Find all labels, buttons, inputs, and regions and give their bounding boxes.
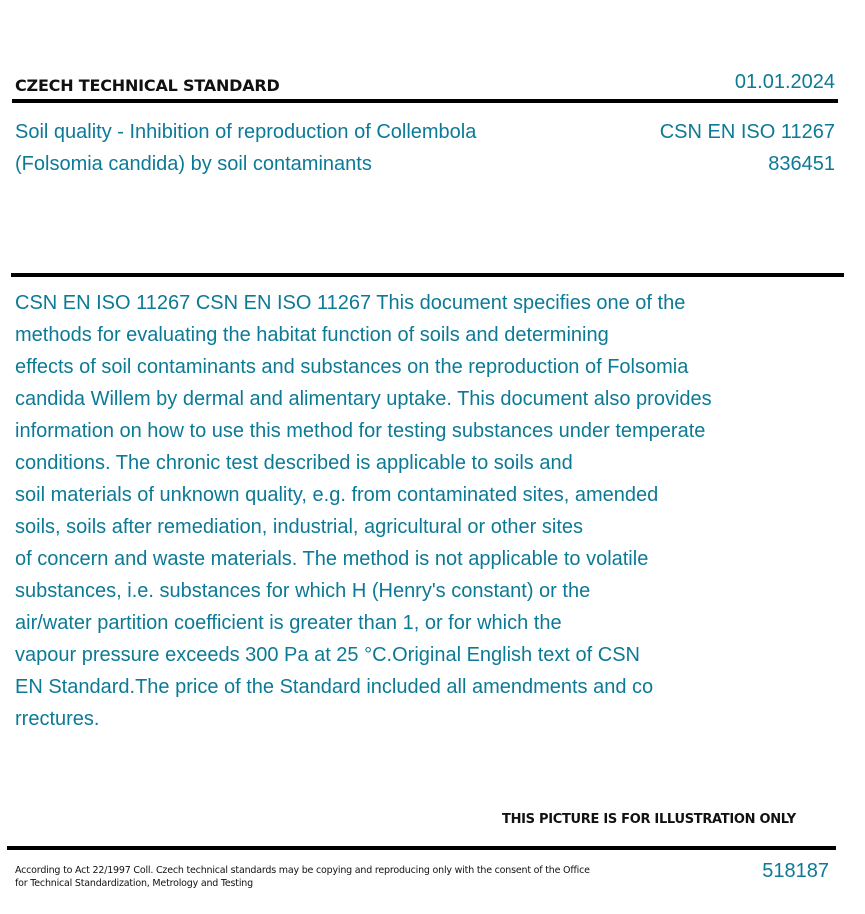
footer-divider [7, 846, 836, 850]
middle-divider [11, 273, 844, 277]
legal-notice [15, 864, 595, 890]
top-divider [12, 99, 838, 103]
document-number: 518187 [762, 860, 829, 882]
publication-date: 01.01.2024 [734, 71, 835, 93]
document-type-label: CZECH TECHNICAL STANDARD [15, 76, 280, 95]
title-line-1: Soil quality - Inhibition of reproduction of Collembola [15, 121, 477, 143]
title-line-2: (Folsomia candida) by soil contaminants [15, 153, 372, 175]
standard-code: CSN EN ISO 11267 [659, 121, 835, 143]
standard-title [15, 116, 575, 180]
illustration-notice: THIS PICTURE IS FOR ILLUSTRATION ONLY [502, 812, 796, 827]
abstract-text: CSN EN ISO 11267 CSN EN ISO 11267 This document specifies one of the methods for evaluating the habitat function of soils and determining effects of soil contaminants and substances on the reproduction of Folsomia candida Willem by dermal and alimentary uptake. This document also provides information on how to use this method for testing substances under temperate conditions. The chronic test described is applicable to soils and soil materials of unknown quality, e.g. from contaminated sites, amended soils, soils after remediation, industrial, agricultural or other sites of concern and waste materials. The method is not applicable to volatile substances, i.e. substances for which H (Henry's constant) or the air/water partition coefficient is greater than 1, or for which the vapour pressure exceeds 300 Pa at 25 °C.Original English text of CSN EN Standard.The price of the Standard included all amendments and co rrectures. [15, 292, 712, 730]
legal-line-1: According to Act 22/1997 Coll. Czech technical standards may be copying and reproducing only with the consent of the Office [15, 865, 590, 876]
legal-line-2: for Technical Standardization, Metrology and Testing [15, 878, 253, 889]
standard-identifiers [660, 116, 835, 180]
catalog-number: 836451 [768, 153, 835, 175]
